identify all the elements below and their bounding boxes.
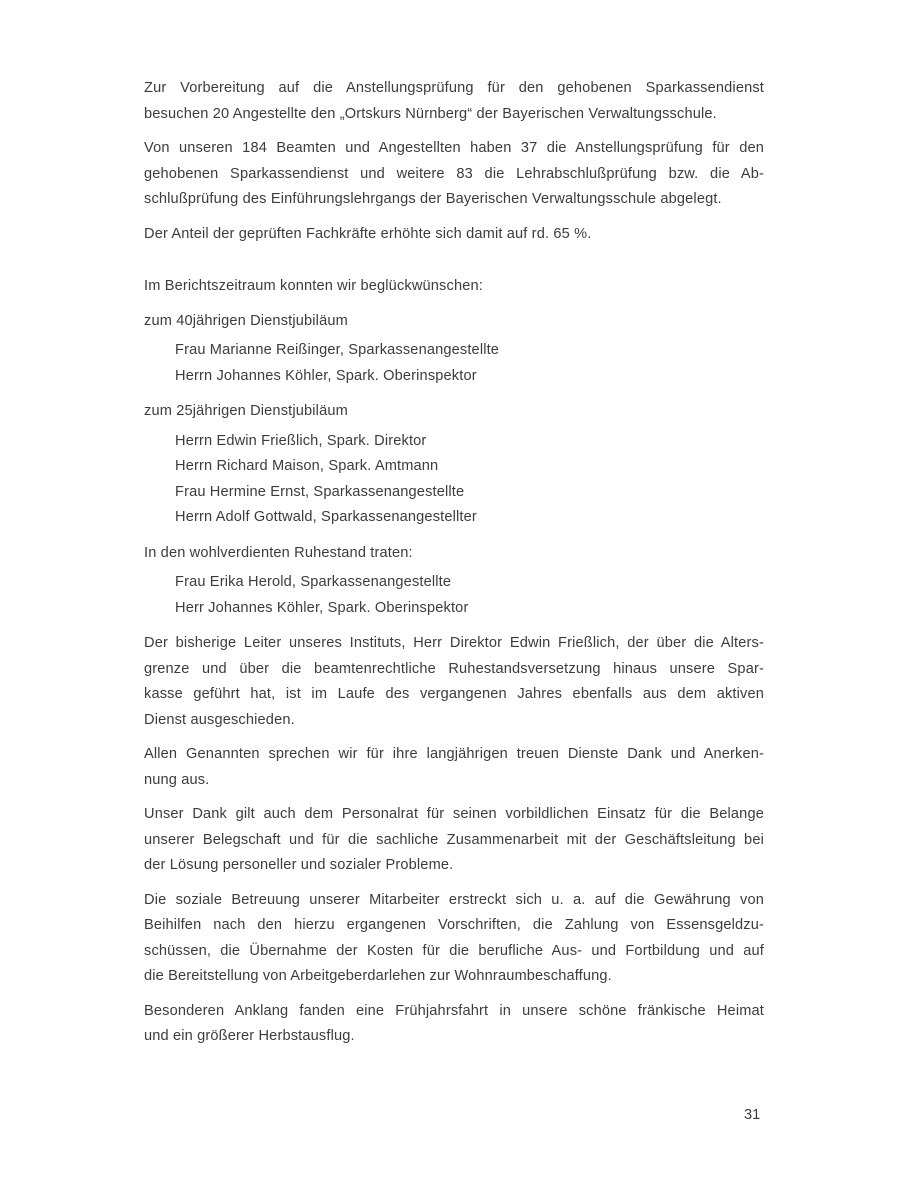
paragraph-training: [144, 76, 764, 127]
text-line: und ein größerer Herbstausflug.: [144, 1028, 355, 1044]
paragraph-exams: [144, 136, 764, 213]
text-line: Die soziale Betreuung unserer Mitarbeiter erstreckt sich u. a. auf die Gewährung von: [144, 891, 764, 908]
text-line: schüssen, die Übernahme der Kosten für die berufliche Aus- und Fortbildung und auf: [144, 942, 764, 959]
text-line: Der bisherige Leiter unseres Instituts, Herr Direktor Edwin Frießlich, der über die Alters-: [144, 635, 764, 651]
paragraph-excursions: [144, 999, 764, 1050]
text-line: Von unseren 184 Beamten und Angestellten haben 37 die Anstellungsprüfung für den: [144, 140, 764, 156]
paragraph-former-director: [144, 631, 764, 733]
page-number: 31: [744, 1107, 761, 1123]
jubilee-entry: Herrn Richard Maison, Spark. Amtmann: [175, 458, 439, 474]
paragraph-thanks: [144, 742, 764, 793]
retirement-entry: Frau Erika Herold, Sparkassenangestellte: [175, 574, 452, 590]
jubilee-25-group: [144, 399, 764, 531]
paragraph-share: [144, 222, 764, 248]
text-line: Besonderen Anklang fanden eine Frühjahrsfahrt in unsere schöne fränkische Heimat: [144, 1002, 764, 1019]
text-line: Zur Vorbereitung auf die Anstellungsprüfung für den gehobenen Sparkassendienst: [144, 80, 764, 96]
text-line: der Lösung personeller und sozialer Probleme.: [144, 857, 454, 873]
document-page: [144, 76, 764, 1059]
text-line: die Bereitstellung von Arbeitgeberdarlehen zur Wohnraumbeschaffung.: [144, 968, 612, 984]
text-line: Allen Genannten sprechen wir für ihre langjährigen treuen Dienste Dank und Anerken-: [144, 746, 764, 762]
text-line: grenze und über die beamtenrechtliche Ruhestandsversetzung hinaus unsere Spar-: [144, 660, 764, 677]
retirement-group: [144, 541, 764, 622]
jubilee-40-title: zum 40jährigen Dienstjubiläum: [144, 312, 348, 329]
jubilee-entry: Frau Marianne Reißinger, Sparkassenangestellte: [175, 342, 500, 358]
jubilee-entry: Herrn Adolf Gottwald, Sparkassenangestellter: [175, 509, 477, 525]
paragraph-staff-council: [144, 802, 764, 879]
text-line: besuchen 20 Angestellte den „Ortskurs Nürnberg“ der Bayerischen Verwaltungsschule.: [144, 105, 717, 122]
text-line: Der Anteil der geprüften Fachkräfte erhöhte sich damit auf rd. 65 %.: [144, 225, 592, 242]
text-line: unserer Belegschaft und für die sachliche Zusammenarbeit mit der Geschäftsleitung bei: [144, 831, 764, 848]
jubilee-25-title: zum 25jährigen Dienstjubiläum: [144, 403, 348, 419]
retirement-entry: Herr Johannes Köhler, Spark. Oberinspektor: [175, 599, 469, 616]
text-line: schlußprüfung des Einführungslehrgangs der Bayerischen Verwaltungsschule abgelegt.: [144, 191, 722, 207]
text-line: Beihilfen nach den hierzu ergangenen Vorschriften, die Zahlung von Essensgeldzu-: [144, 917, 764, 933]
retirement-title: In den wohlverdienten Ruhestand traten:: [144, 544, 413, 561]
text-line: nung aus.: [144, 771, 210, 788]
jubilee-40-group: [144, 309, 764, 390]
jubilee-entry: Herrn Edwin Frießlich, Spark. Direktor: [175, 432, 427, 449]
text-line: gehobenen Sparkassendienst und weitere 83 die Lehrabschlußprüfung bzw. die Ab-: [144, 165, 764, 182]
congrats-intro: Im Berichtszeitraum konnten wir beglückwünschen:: [144, 278, 483, 294]
spacer: [144, 256, 764, 274]
paragraph-social-care: [144, 888, 764, 990]
jubilee-entry: Frau Hermine Ernst, Sparkassenangestellte: [175, 483, 465, 500]
text-line: Unser Dank gilt auch dem Personalrat für seinen vorbildlichen Einsatz für die Belange: [144, 806, 764, 822]
jubilee-entry: Herrn Johannes Köhler, Spark. Oberinspektor: [175, 367, 477, 384]
text-line: kasse geführt hat, ist im Laufe des vergangenen Jahres ebenfalls aus dem aktiven: [144, 686, 764, 702]
text-line: Dienst ausgeschieden.: [144, 711, 295, 728]
